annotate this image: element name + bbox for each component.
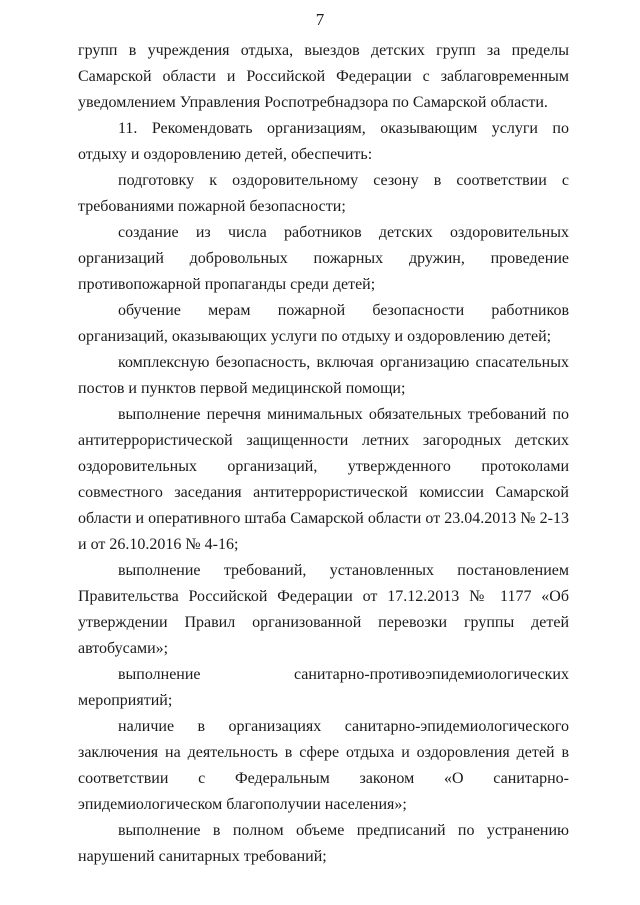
paragraph-sanitary-conclusion: наличие в организациях санитарно-эпидемиологического заключения на деятельность в сфере отдыха и оздоровления детей в соответствии с Федеральным законом «О санитарно-эпидемиологическом благополучии населения»; bbox=[78, 718, 569, 813]
paragraph-transport-rules: выполнение требований, установленных постановлением Правительства Российской Федерации от 17.12.2013 № 1177 «Об утверждении Правил организованной перевозки группы детей автобусами»; bbox=[78, 562, 569, 657]
paragraph-antiterror-requirements: выполнение перечня минимальных обязательных требований по антитеррористической защищенности летних загородных детских оздоровительных организаций, утвержденного протоколами совместного заседания антитеррористической комиссии Самарской области и оперативного штаба Самарской области от 23.04.2013 № 2-13 и от 26.10.2016 № 4-16; bbox=[78, 406, 569, 553]
paragraph-sanitary-measures: выполнение санитарно-противоэпидемиологических мероприятий; bbox=[78, 666, 569, 709]
paragraph-complex-safety: комплексную безопасность, включая организацию спасательных постов и пунктов первой медицинской помощи; bbox=[78, 354, 569, 397]
paragraph-violations-fix: выполнение в полном объеме предписаний по устранению нарушений санитарных требований; bbox=[78, 822, 569, 865]
paragraph-volunteer-brigades: создание из числа работников детских оздоровительных организаций добровольных пожарных дружин, проведение противопожарной пропаганды среди детей; bbox=[78, 224, 569, 293]
paragraph-item-11: 11. Рекомендовать организациям, оказывающим услуги по отдыху и оздоровлению детей, обеспечить: bbox=[78, 120, 569, 163]
paragraph-continuation: групп в учреждения отдыха, выездов детских групп за пределы Самарской области и Российской Федерации с заблаговременным уведомлением Управления Роспотребнадзора по Самарской области. bbox=[78, 42, 569, 111]
page-number: 7 bbox=[315, 10, 325, 29]
paragraph-fire-season-prep: подготовку к оздоровительному сезону в соответствии с требованиями пожарной безопасности; bbox=[78, 172, 569, 215]
document-body bbox=[78, 38, 569, 870]
paragraph-fire-training: обучение мерам пожарной безопасности работников организаций, оказывающих услуги по отдыху и оздоровлению детей; bbox=[78, 302, 569, 345]
